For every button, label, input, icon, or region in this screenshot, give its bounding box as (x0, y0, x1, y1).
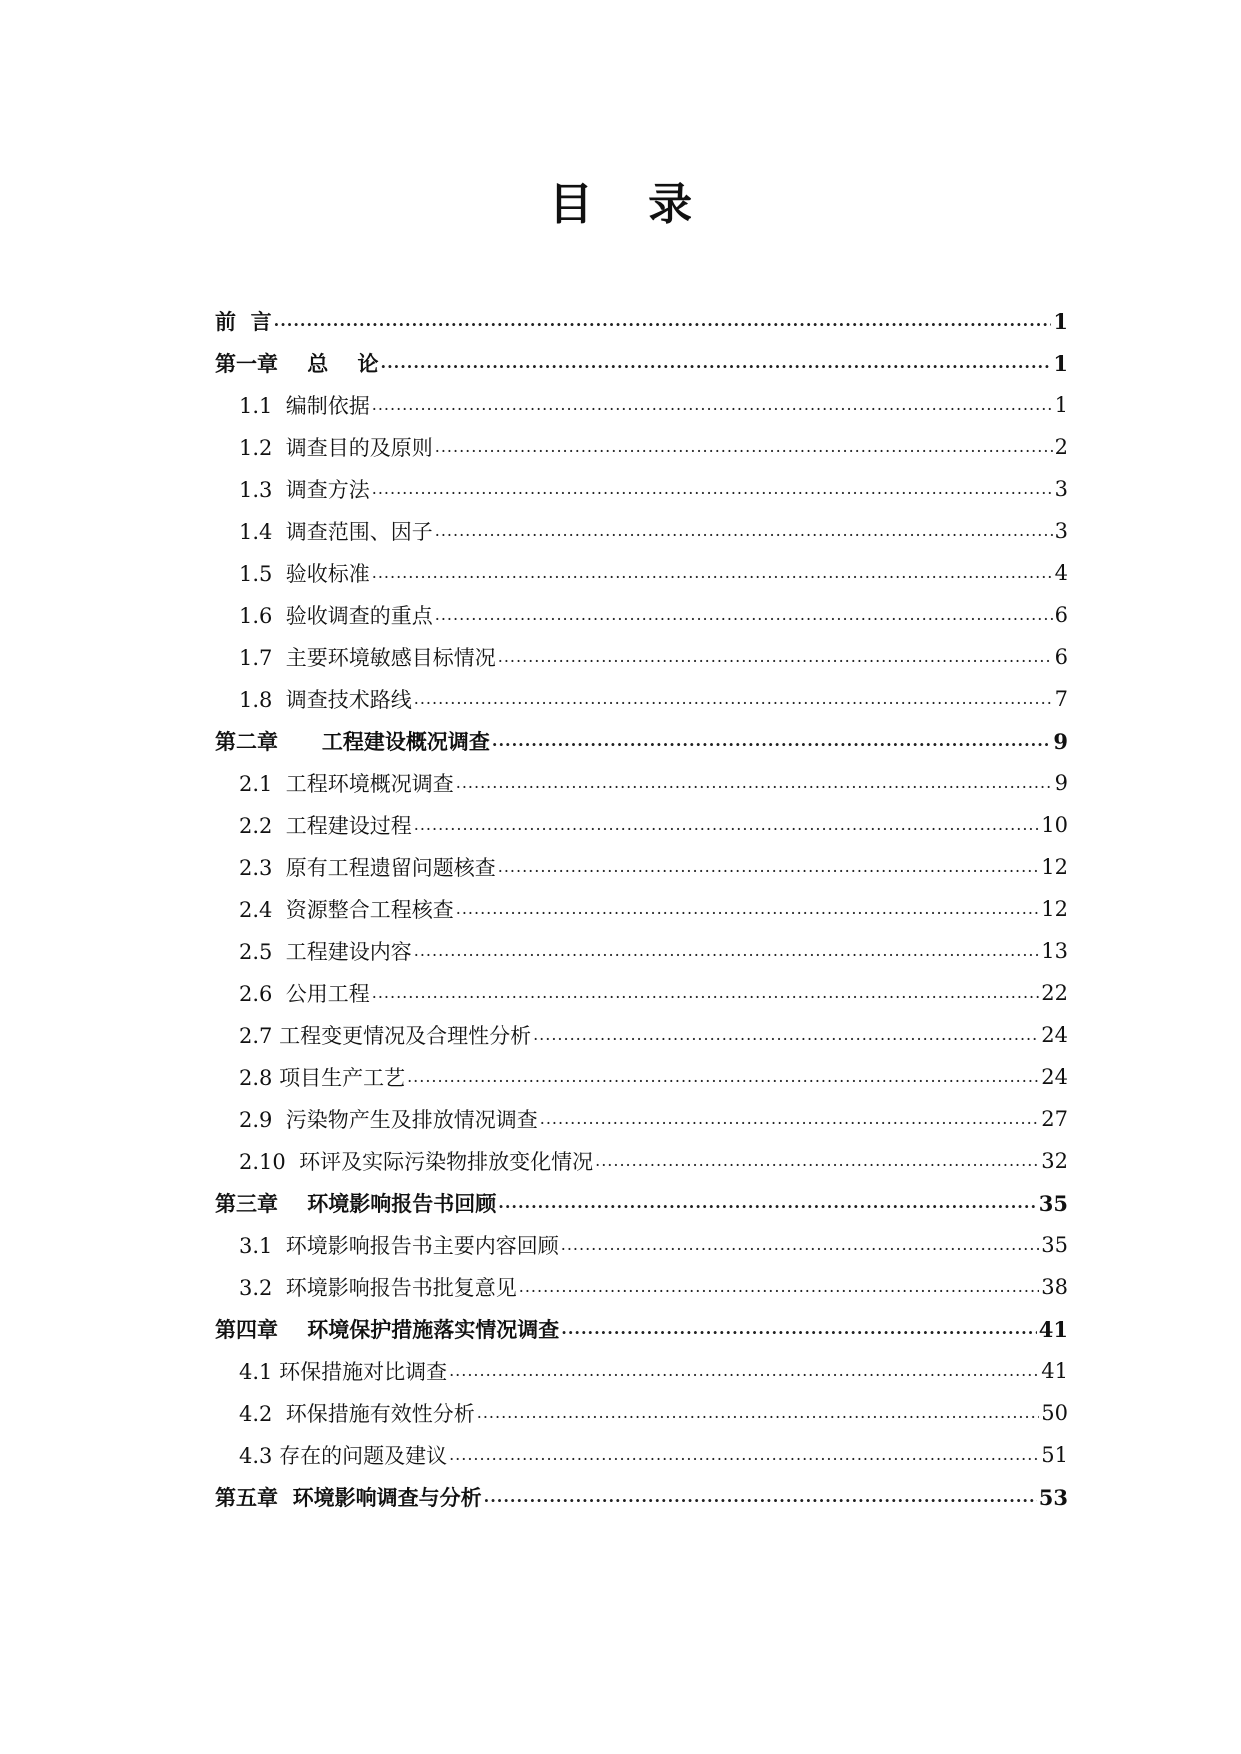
toc-page-number: 38 (1041, 1275, 1068, 1299)
toc-section-entry[interactable] (215, 468, 1068, 510)
toc-dot-leader (456, 899, 1040, 930)
toc-dot-leader (435, 605, 1053, 636)
table-of-contents (215, 300, 1068, 1518)
toc-chapter-entry[interactable] (215, 1308, 1068, 1350)
toc-page-number: 1 (1053, 350, 1068, 376)
toc-entry-label: 2.4 资源整合工程核查 (239, 898, 454, 922)
toc-page-number: 53 (1038, 1484, 1068, 1510)
toc-dot-leader (414, 815, 1040, 846)
toc-section-entry[interactable] (215, 972, 1068, 1014)
toc-dot-leader (449, 1361, 1039, 1392)
toc-section-entry[interactable] (215, 426, 1068, 468)
toc-section-entry[interactable] (215, 678, 1068, 720)
toc-chapter-entry[interactable] (215, 342, 1068, 384)
toc-page-number: 27 (1041, 1107, 1068, 1131)
toc-page-number: 35 (1041, 1233, 1068, 1257)
page-title: 目 录 (548, 179, 713, 230)
toc-page-number: 35 (1038, 1190, 1068, 1216)
toc-dot-leader (435, 437, 1053, 468)
toc-page-number: 22 (1041, 981, 1068, 1005)
toc-page-number: 10 (1041, 813, 1068, 837)
toc-entry-label: 第三章 环境影响报告书回顾 (215, 1191, 497, 1216)
toc-dot-leader (372, 563, 1053, 594)
toc-page-number: 32 (1041, 1149, 1068, 1173)
toc-page-number: 1 (1054, 393, 1068, 417)
toc-entry-label: 3.1 环境影响报告书主要内容回顾 (239, 1234, 559, 1258)
toc-page-number: 41 (1038, 1316, 1068, 1342)
toc-dot-leader (498, 647, 1053, 678)
toc-dot-leader (498, 857, 1040, 888)
toc-dot-leader (372, 983, 1040, 1014)
toc-section-entry[interactable] (215, 384, 1068, 426)
toc-entry-label: 1.4 调查范围、因子 (239, 520, 433, 544)
toc-entry-label: 第四章 环境保护措施落实情况调查 (215, 1317, 560, 1342)
toc-dot-leader (484, 1487, 1037, 1518)
toc-section-entry[interactable] (215, 1056, 1068, 1098)
toc-page-number: 6 (1054, 603, 1068, 627)
toc-section-entry[interactable] (215, 1434, 1068, 1476)
toc-section-entry[interactable] (215, 1224, 1068, 1266)
toc-page-number: 3 (1054, 519, 1068, 543)
toc-section-entry[interactable] (215, 552, 1068, 594)
toc-section-entry[interactable] (215, 1350, 1068, 1392)
toc-entry-label: 4.3 存在的问题及建议 (239, 1444, 448, 1468)
toc-section-entry[interactable] (215, 762, 1068, 804)
toc-page-number: 1 (1053, 308, 1068, 334)
toc-section-entry[interactable] (215, 1392, 1068, 1434)
toc-dot-leader (561, 1319, 1037, 1350)
toc-entry-label: 2.5 工程建设内容 (239, 940, 412, 964)
toc-page-number: 41 (1041, 1359, 1068, 1383)
toc-section-entry[interactable] (215, 846, 1068, 888)
toc-section-entry[interactable] (215, 888, 1068, 930)
toc-dot-leader (414, 689, 1053, 720)
toc-page-number: 13 (1041, 939, 1068, 963)
toc-page-number: 50 (1041, 1401, 1068, 1425)
toc-page-number: 6 (1054, 645, 1068, 669)
toc-dot-leader (477, 1403, 1040, 1434)
toc-dot-leader (492, 731, 1052, 762)
toc-dot-leader (456, 773, 1053, 804)
toc-dot-leader (561, 1235, 1040, 1266)
toc-section-entry[interactable] (215, 1266, 1068, 1308)
toc-entry-label: 2.3 原有工程遗留问题核查 (239, 856, 496, 880)
toc-page-number: 9 (1054, 771, 1068, 795)
toc-dot-leader (519, 1277, 1040, 1308)
toc-page-number: 51 (1041, 1443, 1068, 1467)
toc-dot-leader (274, 311, 1052, 342)
toc-dot-leader (372, 479, 1053, 510)
toc-dot-leader (414, 941, 1040, 972)
toc-dot-leader (595, 1151, 1039, 1182)
toc-entry-label: 1.2 调查目的及原则 (239, 436, 433, 460)
toc-entry-label: 第一章 总 论 (215, 351, 379, 376)
toc-dot-leader (449, 1445, 1039, 1476)
toc-page-number: 12 (1041, 897, 1068, 921)
toc-dot-leader (498, 1193, 1037, 1224)
toc-page-number: 7 (1054, 687, 1068, 711)
toc-entry-label: 1.8 调查技术路线 (239, 688, 412, 712)
toc-page-number: 24 (1041, 1065, 1068, 1089)
toc-page-number: 3 (1054, 477, 1068, 501)
toc-entry-label: 4.2 环保措施有效性分析 (239, 1402, 475, 1426)
toc-entry-label: 1.1 编制依据 (239, 394, 370, 418)
toc-entry-label: 2.6 公用工程 (239, 982, 370, 1006)
toc-entry-label: 4.1 环保措施对比调查 (239, 1360, 448, 1384)
toc-dot-leader (533, 1025, 1039, 1056)
toc-section-entry[interactable] (215, 594, 1068, 636)
toc-entry-label: 1.5 验收标准 (239, 562, 370, 586)
toc-chapter-entry[interactable] (215, 1476, 1068, 1518)
toc-dot-leader (381, 353, 1052, 384)
toc-dot-leader (435, 521, 1053, 552)
toc-entry-label: 2.9 污染物产生及排放情况调查 (239, 1108, 538, 1132)
toc-entry-label: 第二章 工程建设概况调查 (215, 729, 490, 754)
toc-entry-label: 2.7 工程变更情况及合理性分析 (239, 1024, 532, 1048)
toc-page-number: 2 (1054, 435, 1068, 459)
toc-section-entry[interactable] (215, 510, 1068, 552)
toc-page-number: 4 (1054, 561, 1068, 585)
toc-entry-label: 2.1 工程环境概况调查 (239, 772, 454, 796)
toc-dot-leader (540, 1109, 1040, 1140)
toc-entry-label: 第五章 环境影响调查与分析 (215, 1485, 482, 1510)
toc-entry-label: 2.8 项目生产工艺 (239, 1066, 406, 1090)
toc-section-entry[interactable] (215, 1014, 1068, 1056)
toc-entry-label: 前 言 (215, 309, 272, 334)
toc-section-entry[interactable] (215, 930, 1068, 972)
toc-entry-label: 1.6 验收调查的重点 (239, 604, 433, 628)
toc-entry-label: 1.7 主要环境敏感目标情况 (239, 646, 496, 670)
toc-dot-leader (407, 1067, 1039, 1098)
toc-dot-leader (372, 395, 1053, 426)
toc-chapter-entry[interactable] (215, 1182, 1068, 1224)
toc-section-entry[interactable] (215, 804, 1068, 846)
toc-page-number: 12 (1041, 855, 1068, 879)
toc-chapter-entry[interactable] (215, 720, 1068, 762)
toc-entry-label: 2.10 环评及实际污染物排放变化情况 (239, 1150, 594, 1174)
toc-section-entry[interactable] (215, 1098, 1068, 1140)
toc-entry-label: 2.2 工程建设过程 (239, 814, 412, 838)
toc-chapter-entry[interactable] (215, 300, 1068, 342)
toc-section-entry[interactable] (215, 1140, 1068, 1182)
toc-page-number: 9 (1053, 728, 1068, 754)
toc-entry-label: 1.3 调查方法 (239, 478, 370, 502)
toc-entry-label: 3.2 环境影响报告书批复意见 (239, 1276, 517, 1300)
toc-section-entry[interactable] (215, 636, 1068, 678)
toc-page-number: 24 (1041, 1023, 1068, 1047)
